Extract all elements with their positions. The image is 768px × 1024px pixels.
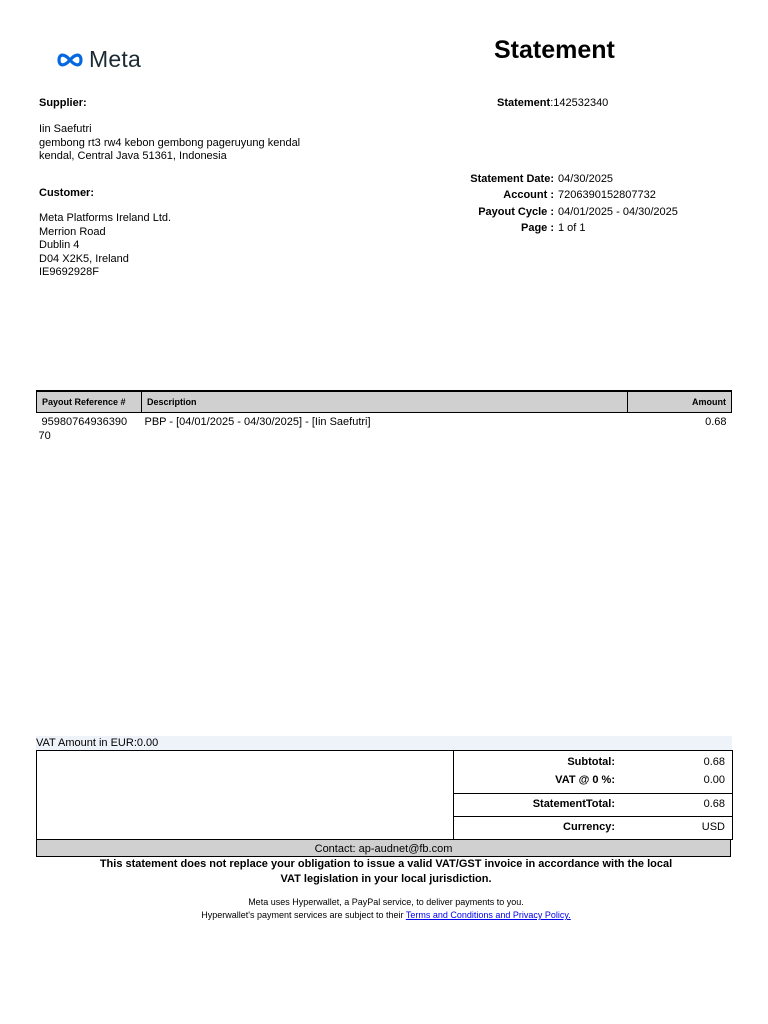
col-header-amount: Amount — [628, 391, 732, 413]
customer-line: Merrion Road — [39, 225, 106, 238]
detail-label: Page : — [520, 221, 554, 234]
footer-line1: Meta uses Hyperwallet, a PayPal service, to deliver payments to you. — [248, 897, 524, 907]
customer-line: IE9692928F — [39, 266, 99, 278]
footer — [36, 896, 736, 922]
customer-block — [39, 212, 171, 280]
disclaimer-line2: VAT legislation in your local jurisdiction. — [280, 872, 492, 885]
vat-label: VAT @ 0 %: — [555, 774, 615, 786]
subtotal-value: 0.68 — [703, 756, 725, 768]
supplier-address-line2: kendal, Central Java 51361, Indonesia — [39, 150, 227, 162]
total-label: StatementTotal: — [532, 798, 615, 810]
supplier-label: Supplier: — [39, 97, 87, 109]
page-title: Statement — [494, 36, 615, 64]
detail-row — [434, 187, 678, 203]
total-value: 0.68 — [703, 798, 725, 810]
detail-label: Payout Cycle : — [478, 205, 554, 218]
logo-text: Meta — [89, 46, 141, 72]
statement-number-value: :142532340 — [550, 97, 609, 109]
divider — [454, 816, 733, 817]
detail-value: 04/30/2025 — [558, 173, 614, 185]
currency-label: Currency: — [563, 821, 615, 833]
col-header-ref: Payout Reference # — [37, 391, 142, 413]
detail-row — [434, 220, 678, 236]
customer-line: Dublin 4 — [39, 239, 80, 251]
customer-line: Meta Platforms Ireland Ltd. — [39, 212, 172, 224]
col-header-description: Description — [142, 391, 628, 413]
terms-privacy-link[interactable]: Terms and Conditions and Privacy Policy. — [405, 910, 571, 920]
totals-box — [36, 750, 733, 840]
footer-line2-prefix: Hyperwallet's payment services are subject to their — [201, 910, 406, 920]
statement-number-label: Statement — [497, 97, 551, 109]
currency-value: USD — [701, 821, 725, 833]
detail-row — [434, 171, 678, 187]
detail-value: 7206390152807732 — [558, 189, 656, 202]
detail-label: Account : — [503, 189, 554, 202]
table-header-row — [37, 391, 732, 413]
detail-value: 1 of 1 — [558, 221, 586, 234]
meta-infinity-icon — [55, 51, 85, 69]
ref-line1: 95980764936390 — [41, 416, 128, 428]
totals-panel — [453, 751, 733, 839]
table-row — [37, 413, 732, 446]
ref-line2: 70 — [38, 430, 51, 442]
supplier-name: Iin Saefutri — [39, 123, 92, 135]
contact-bar: Contact: ap-audnet@fb.com — [36, 839, 731, 857]
detail-row — [434, 204, 678, 220]
detail-value: 04/01/2025 - 04/30/2025 — [558, 205, 678, 218]
footer-line2 — [36, 909, 736, 922]
supplier-address-line1: gembong rt3 rw4 kebon gembong pageruyung kendal — [39, 136, 301, 149]
cell-ref — [37, 413, 142, 446]
vat-value: 0.00 — [703, 774, 725, 786]
disclaimer — [36, 857, 736, 886]
cell-description: PBP - [04/01/2025 - 04/30/2025] - [Iin Saefutri] — [144, 416, 371, 428]
vat-amount-eur: VAT Amount in EUR:0.00 — [36, 736, 732, 750]
subtotal-label: Subtotal: — [567, 756, 615, 768]
statement-number — [497, 97, 608, 111]
detail-label: Statement Date: — [470, 173, 554, 185]
statement-details — [434, 171, 678, 236]
cell-amount: 0.68 — [705, 416, 727, 428]
payout-table — [36, 390, 732, 445]
disclaimer-line1: This statement does not replace your obligation to issue a valid VAT/GST invoice in accordance with the local — [99, 858, 673, 870]
supplier-block — [39, 123, 300, 164]
customer-line: D04 X2K5, Ireland — [39, 252, 129, 265]
customer-label: Customer: — [39, 187, 95, 199]
divider — [454, 793, 733, 794]
meta-logo — [55, 46, 141, 73]
